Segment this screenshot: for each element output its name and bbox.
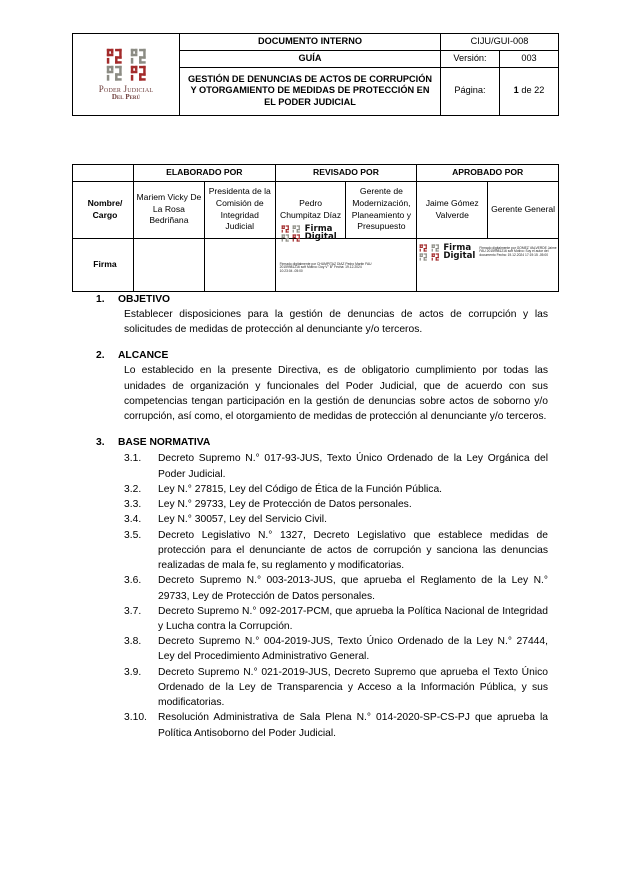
stamp-word-digital: Digital — [304, 232, 337, 243]
pj-glyph-icon — [418, 253, 429, 261]
document-header-table — [72, 33, 559, 116]
pj-glyph-icon — [127, 65, 150, 82]
pj-glyph-icon — [103, 48, 126, 65]
pj-glyph-icon — [280, 225, 291, 233]
stamp-word-digital: Digital — [443, 251, 476, 262]
pj-glyph-icon — [103, 65, 126, 82]
page-number — [500, 67, 559, 115]
pj-emblem-grid — [103, 48, 149, 82]
digital-signature-stamp-aprobado — [418, 244, 557, 262]
list-item — [124, 482, 548, 497]
aprobado-firma-cell — [417, 238, 559, 291]
section-title: ALCANCE — [118, 350, 169, 362]
digital-signature-stamp-revisado — [280, 225, 337, 243]
list-item-text: Ley N.° 30057, Ley del Servicio Civil. — [158, 514, 327, 526]
aprobado-cargo: Gerente General — [488, 181, 559, 238]
section-heading-alcance — [96, 350, 548, 361]
stamp-pj-emblem-icon — [418, 244, 440, 261]
approval-signature-table — [72, 164, 559, 292]
elaborado-nombre: Mariem Vicky De La Rosa Bedriñana — [134, 181, 205, 238]
list-item — [124, 573, 548, 603]
section-heading-objetivo — [96, 294, 548, 305]
aprobado-nombre: Jaime Gómez Valverde — [417, 181, 488, 238]
list-item — [124, 665, 548, 711]
list-item-number: 3.4. — [124, 514, 142, 526]
page-total: de 22 — [521, 85, 545, 96]
document-type-label: DOCUMENTO INTERNO — [180, 34, 441, 51]
list-item-text: Decreto Supremo N.° 004-2019-JUS, Texto Único Ordenado de la Ley N.° 27444, Ley del Procedimiento Administrativo General. — [158, 636, 548, 663]
elaborado-firma-cell — [134, 238, 205, 291]
list-item — [124, 634, 548, 664]
pj-glyph-icon — [291, 234, 302, 242]
stamp-word-firma: Firma — [304, 223, 333, 234]
row-label-firma: Firma — [73, 238, 134, 291]
section-heading-base-normativa — [96, 437, 548, 448]
list-item-number: 3.5. — [124, 529, 142, 541]
stamp-metadata-revisado: Firmado digitalmente por CHUMPITAZ DIAZ Pedro Martin FAU 20159981216 soft Motivo: Doy V° B° Fecha: 19.12.2024 10:23:04 -05:00 — [279, 261, 372, 274]
list-item-number: 3.6. — [124, 575, 142, 587]
page-current: 1 — [513, 85, 519, 96]
pj-glyph-icon — [280, 234, 291, 242]
revisado-cargo: Gerente de Modernización, Planeamiento y Presupuesto — [346, 181, 417, 238]
stamp-word-firma: Firma — [443, 242, 472, 253]
list-item-number: 3.3. — [124, 499, 142, 511]
revisado-firma-cell — [275, 223, 417, 291]
list-item-number: 3.7. — [124, 605, 142, 617]
page-label: Página: — [441, 67, 500, 115]
stamp-label-aprobado — [443, 244, 475, 262]
stamp-metadata-aprobado: Firmado digitalmente por GOMEZ VALVERDE Jaime FAU 20159981216 soft Motivo: Soy el autor del documento Fecha: 19.12.2024 17:19:15 -05:00 — [479, 245, 557, 258]
list-item — [124, 497, 548, 512]
document-title: GESTIÓN DE DENUNCIAS DE ACTOS DE CORRUPCIÓN Y OTORGAMIENTO DE MEDIDAS DE PROTECCIÓN EN EL PODER JUDICIAL — [180, 67, 441, 115]
list-item-number: 3.8. — [124, 636, 142, 648]
document-code: CIJU/GUI-008 — [441, 34, 559, 51]
list-item — [124, 528, 548, 574]
stamp-pj-emblem-icon — [280, 225, 302, 242]
pj-glyph-icon — [430, 253, 441, 261]
list-item — [124, 451, 548, 481]
list-item-text: Decreto Supremo N.° 003-2013-JUS, que aprueba el Reglamento de la Ley N.° 29733, Ley de Protección de Datos personales. — [158, 575, 548, 602]
institution-logo-cell — [73, 34, 180, 116]
pj-glyph-icon — [430, 244, 441, 252]
document-body — [96, 294, 548, 741]
pj-glyph-icon — [127, 48, 150, 65]
section-title: BASE NORMATIVA — [118, 437, 211, 449]
elaborado-cargo: Presidenta de la Comisión de Integridad Judicial — [204, 181, 275, 238]
list-item-text: Decreto Legislativo N.° 1327, Decreto Legislativo que establece medidas de protección para el denunciante de actos de corrupción y sanciona las denuncias realizadas de mala fe, su reglamento y modificatorias. — [158, 529, 548, 572]
elaborado-cargo-firma-cell — [204, 238, 275, 291]
list-item-text: Resolución Administrativa de Sala Plena N.° 014-2020-SP-CS-PJ que aprueba la Política Antisoborno del Poder Judicial. — [158, 712, 548, 739]
list-item — [124, 512, 548, 527]
list-item-number: 3.1. — [124, 453, 142, 465]
list-item-text: Ley N.° 27815, Ley del Código de Ética de la Función Pública. — [158, 483, 443, 495]
pj-glyph-icon — [291, 225, 302, 233]
section-paragraph-alcance: Lo establecido en la presente Directiva, es de obligatorio cumplimiento por todas las unidades de organización y funcionales del Poder Judicial, que de acuerdo con sus competencias tengan participación en la gestión de denuncias sobre actos de soborno y/o corrupción, así como, el otorgamiento de medidas de protección al denunciante y/o terceros. — [124, 365, 548, 423]
document-class-label: GUÍA — [180, 50, 441, 67]
section-paragraph-objetivo: Establecer disposiciones para la gestión de denuncias de actos de corrupción y las solicitudes de medidas de protección al denunciante y/o terceros. — [124, 309, 548, 336]
group-header-revisado: REVISADO POR — [275, 165, 417, 182]
list-item — [124, 710, 548, 740]
base-normativa-list — [124, 451, 548, 740]
section-number: 3. — [96, 437, 105, 449]
section-number: 1. — [96, 294, 105, 305]
row-label-nombre-cargo: Nombre/ Cargo — [73, 181, 134, 238]
list-item-text: Decreto Supremo N.° 017-93-JUS, Texto Único Ordenado de la Ley Orgánica del Poder Judicial. — [158, 453, 548, 480]
header-row-doc-type — [73, 34, 559, 51]
list-item-text: Ley N.° 29733, Ley de Protección de Datos personales. — [158, 499, 412, 511]
list-item — [124, 604, 548, 634]
stamp-label-revisado — [305, 225, 337, 243]
logo-institution-subtitle: Del Perú — [111, 92, 141, 101]
revisado-nombre: Pedro Chumpitaz Díaz — [275, 181, 346, 238]
signature-group-header-row — [73, 165, 559, 182]
group-header-aprobado: APROBADO POR — [417, 165, 559, 182]
empty-corner-cell — [73, 165, 134, 182]
signature-firma-row — [73, 238, 559, 291]
list-item-number: 3.9. — [124, 666, 142, 678]
version-label: Versión: — [441, 50, 500, 67]
logo-institution-name: Poder Judicial — [98, 83, 154, 94]
group-header-elaborado: ELABORADO POR — [134, 165, 276, 182]
section-number: 2. — [96, 350, 105, 362]
pj-glyph-icon — [418, 244, 429, 252]
section-title: OBJETIVO — [118, 294, 171, 305]
list-item-text: Decreto Supremo N.° 021-2019-JUS, Decreto Supremo que aprueba el Texto Único Ordenado de la Ley de Transparencia y Acceso a la Información Pública, y sus modificatorias. — [158, 666, 548, 709]
list-item-number: 3.10. — [124, 712, 147, 724]
list-item-text: Decreto Supremo N.° 092-2017-PCM, que aprueba la Política Nacional de Integridad y Lucha contra la Corrupción. — [158, 605, 548, 632]
list-item-number: 3.2. — [124, 483, 142, 495]
version-value: 003 — [500, 50, 559, 67]
poder-judicial-logo — [75, 48, 177, 102]
